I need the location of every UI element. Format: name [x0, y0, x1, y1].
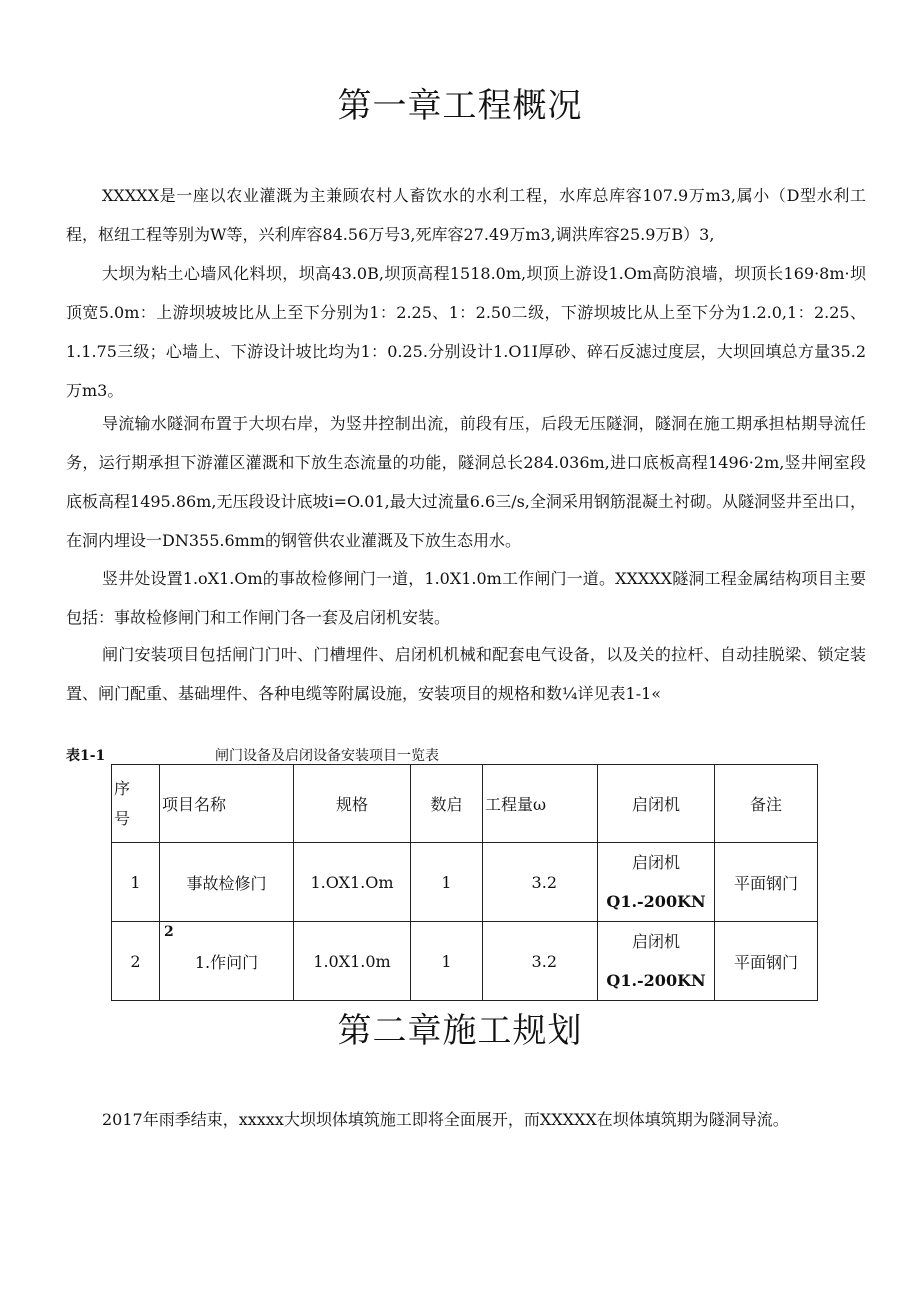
cell-name-text: 事故检修门 — [186, 873, 267, 893]
cell-hoist-line2: Q1.-200KN — [606, 892, 706, 911]
cell-no: 2 — [112, 922, 160, 1001]
cell-hoist — [598, 843, 715, 922]
table-row — [112, 843, 818, 922]
chapter1-title: 第一章工程概况 — [337, 86, 583, 126]
cell-name-text: 1.作问门 — [194, 952, 259, 972]
paragraph-overview: XXXXX是一座以农业灌溉为主兼顾农村人畜饮水的水利工程，水库总库容107.9万m3,属小（D型水利工程，枢纽工程等别为W等，兴利库容84.56万号3,死库容27.49万m3,调洪库容25.9万B）3, — [66, 186, 866, 244]
cell-name — [160, 843, 294, 922]
cell-qty: 1 — [411, 843, 483, 922]
cell-hoist-line1: 启闭机 — [631, 853, 680, 872]
header-name: 项目名称 — [160, 765, 294, 843]
header-spec: 规格 — [294, 765, 411, 843]
chapter2-title: 第二章施工规划 — [337, 1011, 583, 1051]
cell-name-mark: 2 — [164, 924, 174, 940]
table-header-row — [112, 765, 818, 843]
cell-amount: 3.2 — [483, 922, 598, 1001]
paragraph-dam: 大坝为粘土心墙风化料坝，坝高43.0B,坝顶高程1518.0m,坝顶上游设1.Om高防浪墙，坝顶长169·8m·坝顶宽5.0m：上游坝坡坡比从上至下分别为1：2.25、1：2.50二级，下游坝坡比从上至下分为1.2.0,1：2.25、1.1.75三级；心墙上、下游设计坡比均为1：0.25.分别设计1.O1I厚砂、碎石反滤过度层，大坝回填总方量35.2万m3。 — [66, 264, 866, 400]
paragraph-construction: 2017年雨季结束，xxxxx大坝坝体填筑施工即将全面展开，而XXXXX在坝体填筑期为隧洞导流。 — [102, 1110, 789, 1129]
cell-no: 1 — [112, 843, 160, 922]
table-caption: 闸门设备及启闭设备安装项目一览表 — [215, 748, 439, 764]
cell-hoist — [598, 922, 715, 1001]
cell-amount: 3.2 — [483, 843, 598, 922]
table-number: 表1-1 — [66, 748, 106, 764]
header-note: 备注 — [715, 765, 818, 843]
header-no: 序号 — [112, 765, 160, 843]
paragraph-gates: 竖井处设置1.oX1.Om的事故检修闸门一道，1.0X1.0m工作闸门一道。XXXXX隧洞工程金属结构项目主要包括：事故检修闸门和工作闸门各一套及启闭机安装。 — [66, 569, 866, 627]
header-amount: 工程量ω — [483, 765, 598, 843]
cell-hoist-line1: 启闭机 — [631, 932, 680, 951]
paragraph-installation: 闸门安装项目包括闸门门叶、门槽埋件、启闭机机械和配套电气设备，以及关的拉杆、自动挂脱梁、锁定装置、闸门配重、基础埋件、各种电缆等附属设施，安装项目的规格和数¼详见表1-1« — [66, 645, 866, 703]
table-row — [112, 922, 818, 1001]
equipment-table — [111, 764, 818, 1001]
header-hoist: 启闭机 — [598, 765, 715, 843]
cell-name — [160, 922, 294, 1001]
cell-note: 平面钢门 — [715, 843, 818, 922]
header-qty: 数启 — [411, 765, 483, 843]
cell-spec: 1.OX1.Om — [294, 843, 411, 922]
cell-spec: 1.0X1.0m — [294, 922, 411, 1001]
paragraph-tunnel: 导流输水隧洞布置于大坝右岸，为竖井控制出流，前段有压，后段无压隧洞，隧洞在施工期承担枯期导流任务，运行期承担下游灌区灌溉和下放生态流量的功能，隧洞总长284.036m,进口底板高程1496·2m,竖井闸室段底板高程1495.86m,无压段设计底坡i=O.01,最大过流量6.6三/s,全洞采用钢筋混凝土衬砌。从隧洞竖井至出口，在洞内埋设一DN355.6mm的钢管供农业灌溉及下放生态用水。 — [66, 414, 866, 550]
cell-qty: 1 — [411, 922, 483, 1001]
cell-note: 平面钢门 — [715, 922, 818, 1001]
cell-hoist-line2: Q1.-200KN — [606, 971, 706, 990]
